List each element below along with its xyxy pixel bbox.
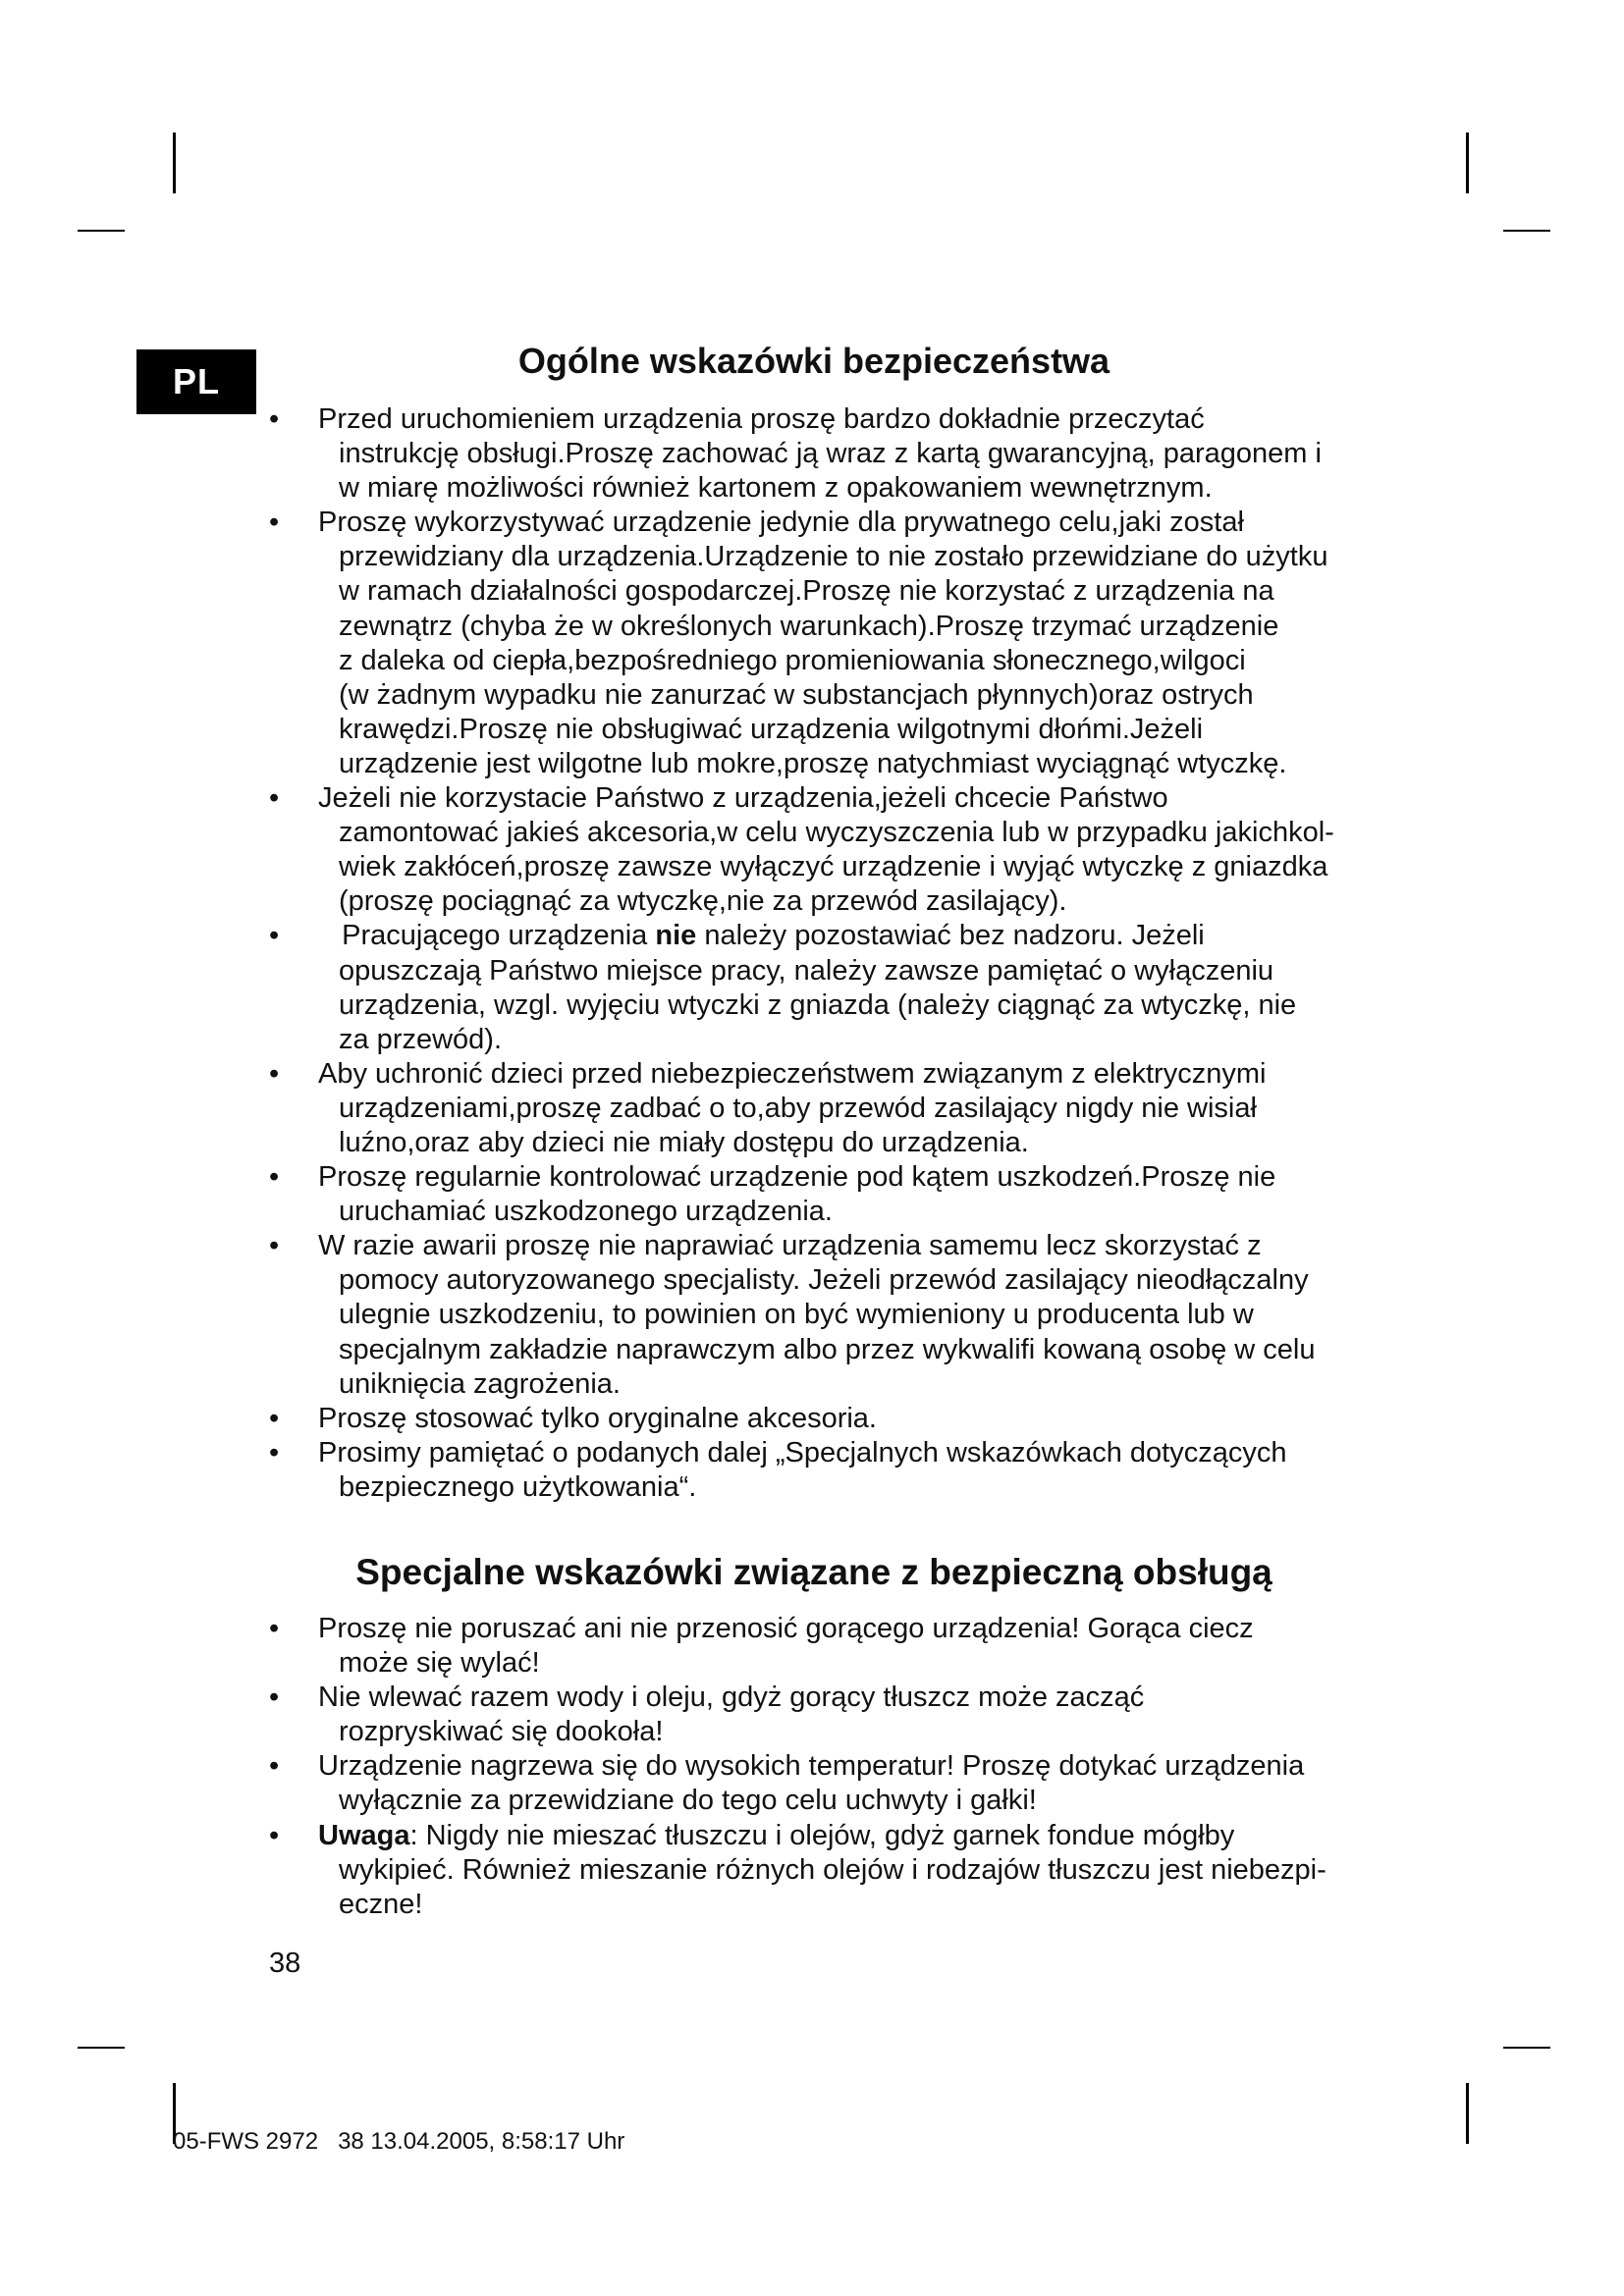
heading-special-safety: Specjalne wskazówki związane z bezpieczną obsługą [355,1552,1272,1592]
crop-mark-bottom-right-horizontal [1503,2047,1550,2049]
list-item-line: • Aby uchronić dzieci przed niebezpieczeństwem związanym z elektrycznymi [318,1057,1267,1090]
list-item [269,1681,1379,1749]
list-item-line: opuszczają Państwo miejsce pracy, należy zawsze pamiętać o wyłączeniu [339,954,1274,987]
list-item [269,1057,1379,1160]
list-item-line: luźno,oraz aby dzieci nie miały dostępu do urządzenia. [339,1126,1029,1158]
list-item-line: • Prosimy pamiętać o podanych dalej „Specjalnych wskazówkach dotyczących [318,1436,1287,1468]
list-item [269,919,1379,1056]
list-item [269,1229,1379,1401]
crop-mark-top-left-horizontal [78,230,125,232]
list-item-line: ulegnie uszkodzeniu, to powinien on być wymieniony u producenta lub w [339,1299,1254,1331]
list-item-line: • Proszę nie poruszać ani nie przenosić gorącego urządzenia! Gorąca ciecz [318,1613,1254,1644]
list-item-line: w ramach działalności gospodarczej.Proszę nie korzystać z urządzenia na [339,575,1274,608]
crop-mark-bottom-right-vertical [1466,2083,1469,2144]
list-item-line: uniknięcia zagrożenia. [339,1367,621,1400]
list-item-line: eczne! [339,1888,423,1920]
list-item-line: • Proszę regularnie kontrolować urządzenie pod kątem uszkodzeń.Proszę nie [318,1161,1276,1194]
list-item [269,506,1379,781]
list-item-line: pomocy autoryzowanego specjalisty. Jeżeli przewód zasilający nieodłączalny [339,1264,1309,1297]
list-item-line: • Urządzenie nagrzewa się do wysokich temperatur! Proszę dotykać urządzenia [318,1750,1305,1783]
list-item-line: • Proszę wykorzystywać urządzenie jedynie dla prywatnego celu,jaki został [318,507,1244,539]
list-item-line: przewidziany dla urządzenia.Urządzenie to nie zostało przewidziane do użytku [339,541,1328,573]
list-item [269,1612,1379,1681]
list-item-line: (w żadnym wypadku nie zanurzać w substancjach płynnych)oraz ostrych [339,678,1254,711]
list-item-line: • Pracującego urządzenia nie należy pozostawiać bez nadzoru. Jeżeli [318,920,1205,952]
general-safety-list [269,402,1379,1505]
language-tab: PL [136,349,256,414]
list-item [269,1160,1379,1229]
list-item-line: • W razie awarii proszę nie naprawiać urządzenia samemu lecz skorzystać z [318,1230,1262,1262]
list-item [269,1819,1379,1922]
print-footer: 05-FWS 2972 38 13.04.2005, 8:58:17 Uhr [173,2128,625,2155]
list-item-line: bezpiecznego użytkowania“. [339,1470,697,1503]
list-item [269,1436,1379,1505]
list-item-line: urządzeniami,proszę zadbać o to,aby przewód zasilający nigdy nie wisiał [339,1092,1257,1124]
list-item-line: krawędzi.Proszę nie obsługiwać urządzenia wilgotnymi dłońmi.Jeżeli [339,713,1204,745]
list-item-line: urządzenie jest wilgotne lub mokre,proszę natychmiast wyciągnąć wtyczkę. [339,747,1287,779]
list-item [269,1749,1379,1818]
list-item-line: zewnątrz (chyba że w określonych warunkach).Proszę trzymać urządzenie [339,610,1279,642]
special-safety-list [269,1612,1379,1922]
page-number: 38 [269,1948,301,1979]
list-item-line: • Proszę stosować tylko oryginalne akcesoria. [318,1402,877,1434]
list-item-line: specjalnym zakładzie naprawczym albo przez wykwalifi kowaną osobę w celu [339,1333,1316,1365]
list-item-line: zamontować jakieś akcesoria,w celu wyczyszczenia lub w przypadku jakichkol- [339,817,1334,849]
crop-mark-top-right-vertical [1466,133,1469,193]
list-item-line: wyłącznie za przewidziane do tego celu uchwyty i gałki! [339,1785,1037,1817]
list-item-line: • Jeżeli nie korzystacie Państwo z urządzenia,jeżeli chcecie Państwo [318,782,1168,815]
list-item-line: wykipieć. Również mieszanie różnych olejów i rodzajów tłuszczu jest niebezpi- [339,1853,1326,1886]
list-item-line: wiek zakłóceń,proszę zawsze wyłączyć urządzenie i wyjąć wtyczkę z gniazdka [339,851,1328,883]
list-item-line: rozpryskiwać się dookoła! [339,1716,664,1748]
list-item [269,781,1379,919]
list-item-line: uruchamiać uszkodzonego urządzenia. [339,1196,833,1228]
list-item [269,1402,1379,1436]
list-item-line: • Przed uruchomieniem urządzenia proszę bardzo dokładnie przeczytać [318,403,1205,435]
list-item-line: instrukcję obsługi.Proszę zachować ją wraz z kartą gwarancyjną, paragonem i [339,438,1322,470]
crop-mark-bottom-left-horizontal [78,2047,125,2049]
list-item-line: za przewód). [339,1023,503,1055]
list-item-line: z daleka od ciepła,bezpośredniego promieniowania słonecznego,wilgoci [339,644,1246,676]
crop-mark-top-right-horizontal [1503,230,1550,232]
crop-mark-top-left-vertical [173,133,176,193]
list-item-line: urządzenia, wzgl. wyjęciu wtyczki z gniazda (należy ciągnąć za wtyczkę, nie [339,988,1297,1021]
list-item-line: może się wylać! [339,1647,540,1680]
list-item [269,402,1379,506]
list-item-line: w miarę możliwości również kartonem z opakowaniem wewnętrznym. [339,472,1213,505]
list-item-line: (proszę pociągnąć za wtyczkę,nie za przewód zasilający). [339,885,1067,918]
heading-general-safety: Ogólne wskazówki bezpieczeństwa [517,341,1110,381]
list-item-line: • Uwaga: Nigdy nie mieszać tłuszczu i olejów, gdyż garnek fondue mógłby [318,1819,1235,1851]
list-item-line: • Nie wlewać razem wody i oleju, gdyż gorący tłuszcz może zacząć [318,1682,1145,1714]
